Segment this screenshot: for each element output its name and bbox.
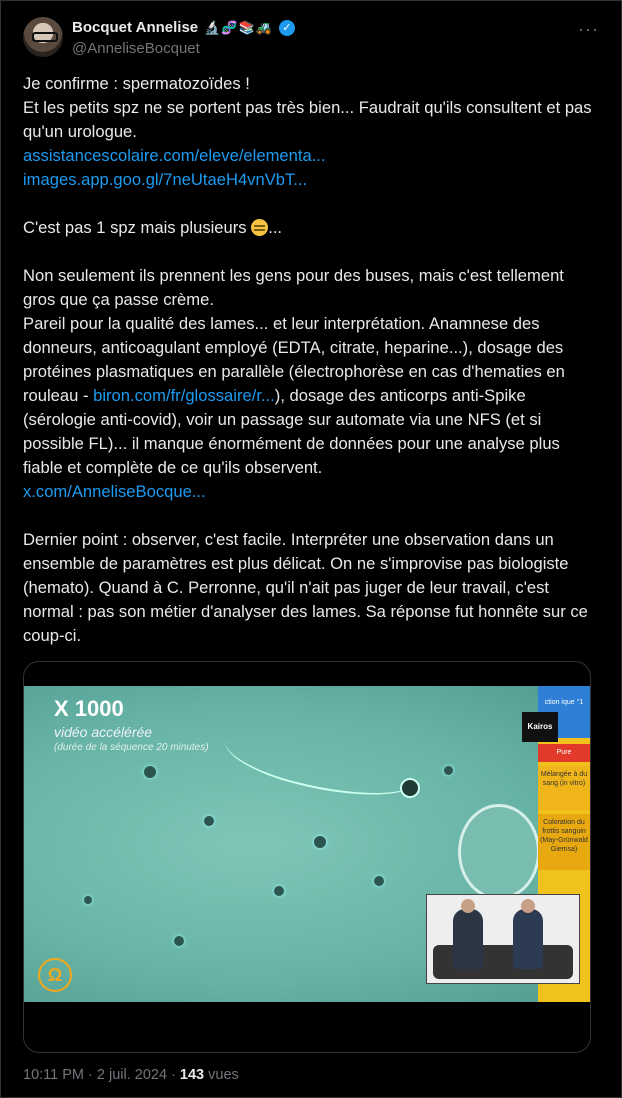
- video-frame[interactable]: [24, 686, 590, 1002]
- tweet-header: [23, 17, 601, 61]
- timestamp[interactable]: 10:11 PM · 2 juil. 2024 ·: [23, 1067, 180, 1083]
- sperm-head-shape: [400, 778, 420, 798]
- cell-dot: [444, 766, 453, 775]
- text-line: [23, 312, 593, 480]
- text-span: ), dosage des anticorps anti-Spike (sérologie anti-covid), voir un passage sur automate via une NFS (et si possible FL)... il manque énormément de données pour une analyse plus fiable et complète de ce qu'ils observent.: [23, 386, 560, 477]
- cell-dot: [84, 896, 92, 904]
- cell-shape: [458, 804, 540, 900]
- cell-dot: [144, 766, 156, 778]
- author-name-row: [72, 19, 295, 36]
- video-subtitle-duration: (durée de la séquence 20 minutes): [54, 742, 209, 753]
- tweet-footer: [23, 1067, 239, 1083]
- text-line: Dernier point : observer, c'est facile. Interpréter une observation dans un ensemble de paramètres est plus délicat. On ne s'improvise pas biologiste (hemato). Quand à C. Perronne, qu'il n'ait pas juger de leur travail, c'est normal : pas son métier d'analyser des lames. Sa réponse fut honnête sur ce coup-ci.: [23, 530, 588, 645]
- sperm-tail-shape: [219, 705, 428, 814]
- text-line: Et les petits spz ne se portent pas très bien... Faudrait qu'ils consultent et pas qu'un urologue.: [23, 98, 592, 141]
- tweet-text: [23, 72, 593, 648]
- kairos-logo: Kairos: [522, 712, 558, 742]
- text-span: Pareil pour la qualité des lames... et leur interprétation. Anamnese des donneurs, anticoagulant employé (EDTA, citrate, heparine...), dosage des protéines plasmatiques en parallèle (électrophorèse en cas d'hematies en rouleau -: [23, 314, 565, 405]
- media-container[interactable]: [23, 661, 591, 1053]
- link-biron[interactable]: biron.com/fr/glossaire/r...: [93, 386, 275, 405]
- presenter-shape: [453, 909, 483, 969]
- avatar[interactable]: [23, 17, 63, 57]
- link-images-goo[interactable]: images.app.goo.gl/7neUtaeH4vnVbT...: [23, 170, 308, 189]
- video-title: X 1000: [54, 696, 124, 721]
- author-handle[interactable]: @AnneliseBocquet: [72, 40, 200, 57]
- sidebar-section: Coloration du frottis sanguin (May-Grünwald Giemsa): [538, 814, 590, 870]
- video-subtitle: vidéo accélérée: [54, 724, 153, 740]
- views-count: 143: [179, 1067, 205, 1083]
- link-assistancescolaire[interactable]: assistancescolaire.com/eleve/elementa...: [23, 146, 326, 165]
- cell-dot: [174, 936, 184, 946]
- views-label: vues: [204, 1067, 239, 1083]
- cell-dot: [274, 886, 284, 896]
- video-inset-presenters: [426, 894, 580, 984]
- cell-dot: [204, 816, 214, 826]
- sidebar-section: Pure: [538, 744, 590, 762]
- text-line: Non seulement ils prennent les gens pour des buses, mais c'est tellement gros que ça passe crème.: [23, 266, 564, 309]
- presenter-shape: [513, 909, 543, 969]
- link-x-quote[interactable]: x.com/AnneliseBocque...: [23, 482, 206, 501]
- text-span: ...: [268, 218, 283, 237]
- cell-dot: [314, 836, 326, 848]
- cell-dot: [374, 876, 384, 886]
- more-options-icon[interactable]: ···: [578, 19, 599, 39]
- text-line: [23, 216, 593, 240]
- expressionless-face-icon: [251, 219, 268, 236]
- author-emojis: 🔬🧬📚🚜: [204, 19, 273, 35]
- verified-badge-icon[interactable]: ✓: [279, 20, 295, 36]
- text-span: C'est pas 1 spz mais plusieurs: [23, 218, 252, 237]
- text-line: Je confirme : spermatozoïdes !: [23, 74, 250, 93]
- sidebar-section: ction ique °1: [538, 686, 590, 738]
- author-name[interactable]: Bocquet Annelise: [72, 19, 199, 36]
- omega-logo-icon: Ω: [38, 958, 72, 992]
- sidebar-section: Mélangée à du sang (in vitro): [538, 766, 590, 810]
